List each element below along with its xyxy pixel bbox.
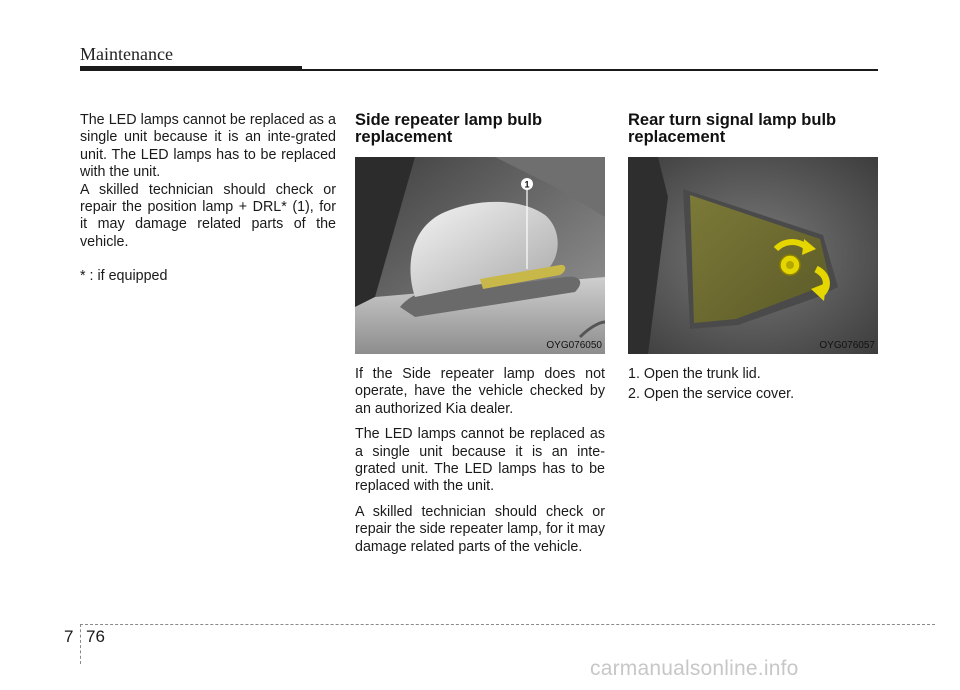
paragraph-repeater-not-operate: If the Side repeater lamp does not operate, have the vehicle checked by an authorized Kia dealer. <box>355 366 605 417</box>
figure-code-side-mirror: OYG076050 <box>546 340 602 351</box>
paragraph-technician-check-2: A skilled technician should check or repair the side repeater lamp, for it may damage related parts of the vehicle. <box>355 503 605 555</box>
paragraph-led-replacement-2: The LED lamps cannot be replaced as a single unit because it is an inte-grated unit. The LED lamps has to be replaced with the unit. <box>355 426 605 495</box>
paragraph-led-replacement: The LED lamps cannot be replaced as a single unit because it is an inte-grated unit. The LED lamps has to be replaced with the unit. <box>80 112 336 181</box>
callout-1: 1 <box>524 179 530 190</box>
figure-side-mirror <box>355 157 605 354</box>
paragraph-technician-check: A skilled technician should check or repair the position lamp + DRL* (1), for it may damage related parts of the vehicle. <box>80 181 336 250</box>
heading-rear-turn-signal: Rear turn signal lamp bulb replacement <box>628 111 837 146</box>
column-right-body <box>628 366 878 404</box>
section-title: Maintenance <box>80 44 173 64</box>
header-rule-thick <box>80 66 302 71</box>
step-open-trunk: 1. Open the trunk lid. <box>628 366 761 382</box>
chapter-number: 7 <box>64 627 74 646</box>
footnote: * : if equipped <box>80 268 168 285</box>
footer-separator <box>80 624 81 664</box>
figure-service-cover <box>628 157 878 354</box>
column-middle-body <box>355 366 605 556</box>
heading-side-repeater: Side repeater lamp bulb replacement <box>355 111 543 146</box>
column-left <box>80 112 336 286</box>
column-middle <box>355 112 605 146</box>
footer-rule <box>80 624 935 625</box>
step-open-service-cover: 2. Open the service cover. <box>628 386 795 403</box>
watermark: carmanualsonline.info <box>590 657 799 680</box>
column-right <box>628 112 878 146</box>
header-rule-thin <box>302 69 878 71</box>
page-number: 76 <box>86 627 105 646</box>
figure-code-service-cover: OYG076057 <box>819 340 875 351</box>
